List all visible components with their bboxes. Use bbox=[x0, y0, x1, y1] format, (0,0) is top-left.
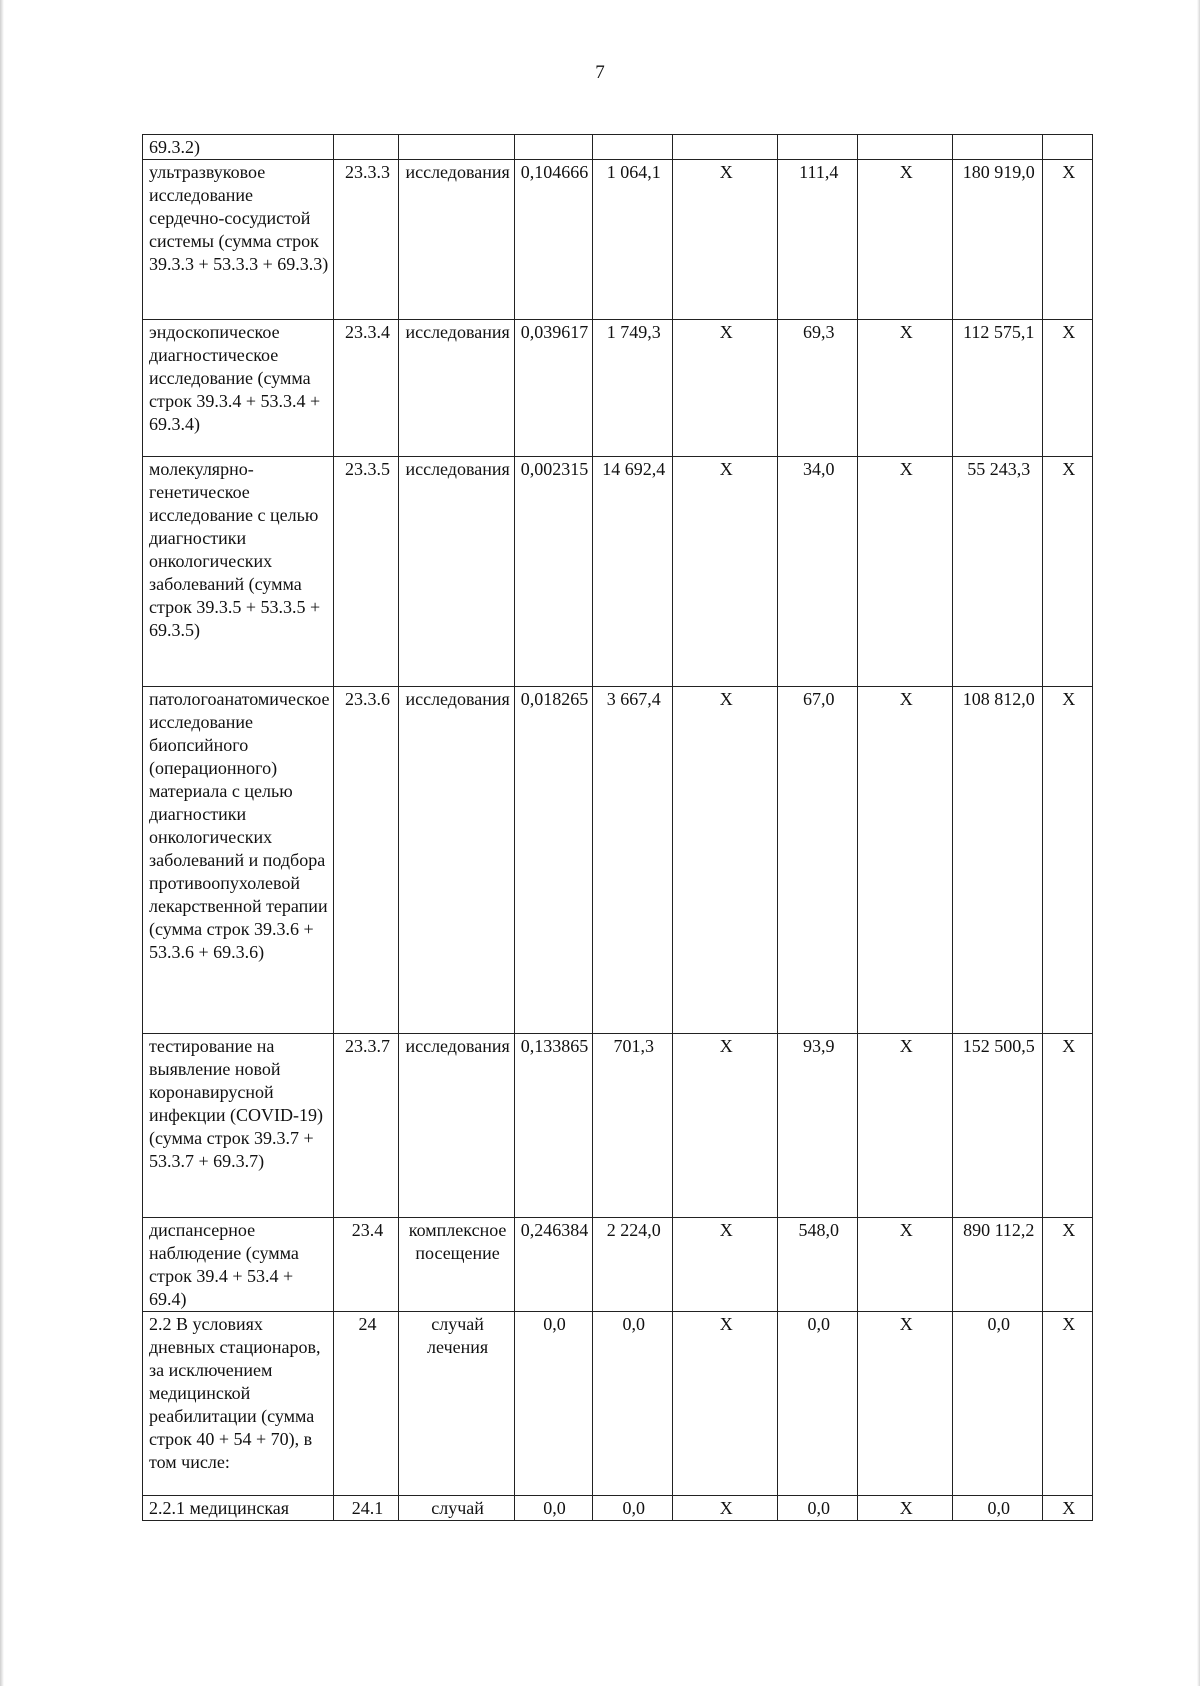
unit-of-measure: комплексное посещение bbox=[399, 1218, 514, 1312]
cost-value: 14 692,4 bbox=[593, 457, 673, 687]
norm-value: 0,039617 bbox=[514, 320, 593, 457]
norm-value bbox=[514, 135, 593, 160]
cross-cell: X bbox=[673, 457, 778, 687]
indicator-name: тестирование на выявление новой коронавирусной инфекции (COVID-19) (сумма строк 39.3.7 + 53.3.7 + 69.3.7) bbox=[143, 1034, 334, 1218]
cross-cell: X bbox=[858, 320, 953, 457]
total-value: 112 575,1 bbox=[953, 320, 1043, 457]
total-value: 0,0 bbox=[953, 1496, 1043, 1521]
per-capita-value: 548,0 bbox=[778, 1218, 858, 1312]
per-capita-value: 111,4 bbox=[778, 160, 858, 320]
cost-value: 1 749,3 bbox=[593, 320, 673, 457]
total-value bbox=[953, 135, 1043, 160]
cross-cell: X bbox=[673, 1034, 778, 1218]
cross-cell: X bbox=[673, 1218, 778, 1312]
unit-of-measure: случай bbox=[399, 1496, 514, 1521]
page-number: 7 bbox=[595, 62, 605, 83]
table-row bbox=[143, 320, 1093, 457]
norm-value: 0,104666 bbox=[514, 160, 593, 320]
per-capita-value: 0,0 bbox=[778, 1312, 858, 1496]
cross-cell: X bbox=[1043, 1312, 1093, 1496]
per-capita-value: 0,0 bbox=[778, 1496, 858, 1521]
table-row bbox=[143, 160, 1093, 320]
cross-cell bbox=[673, 135, 778, 160]
cross-cell: X bbox=[673, 687, 778, 1034]
cross-cell bbox=[858, 135, 953, 160]
row-code: 24 bbox=[334, 1312, 399, 1496]
unit-of-measure: случай лечения bbox=[399, 1312, 514, 1496]
indicator-name: ультразвуковое исследование сердечно-сосудистой системы (сумма строк 39.3.3 + 53.3.3 + 69.3.3) bbox=[143, 160, 334, 320]
cross-cell bbox=[1043, 135, 1093, 160]
cross-cell: X bbox=[1043, 1034, 1093, 1218]
per-capita-value: 67,0 bbox=[778, 687, 858, 1034]
cross-cell: X bbox=[1043, 1218, 1093, 1312]
row-code bbox=[334, 135, 399, 160]
norm-value: 0,246384 bbox=[514, 1218, 593, 1312]
unit-of-measure: исследования bbox=[399, 160, 514, 320]
cross-cell: X bbox=[858, 160, 953, 320]
cross-cell: X bbox=[673, 320, 778, 457]
indicator-name: молекулярно-генетическое исследование с целью диагностики онкологических заболеваний (сумма строк 39.3.5 + 53.3.5 + 69.3.5) bbox=[143, 457, 334, 687]
table-row bbox=[143, 1496, 1093, 1521]
scan-left-edge bbox=[0, 0, 4, 1686]
unit-of-measure: исследования bbox=[399, 457, 514, 687]
cost-value: 0,0 bbox=[593, 1312, 673, 1496]
cross-cell: X bbox=[1043, 160, 1093, 320]
table-row bbox=[143, 687, 1093, 1034]
cross-cell: X bbox=[858, 1496, 953, 1521]
cross-cell: X bbox=[1043, 320, 1093, 457]
row-code: 23.4 bbox=[334, 1218, 399, 1312]
row-code: 23.3.6 bbox=[334, 687, 399, 1034]
cross-cell: X bbox=[1043, 1496, 1093, 1521]
row-code: 23.3.3 bbox=[334, 160, 399, 320]
total-value: 108 812,0 bbox=[953, 687, 1043, 1034]
indicator-name: 2.2 В условиях дневных стационаров, за исключением медицинской реабилитации (сумма строк 40 + 54 + 70), в том числе: bbox=[143, 1312, 334, 1496]
unit-of-measure bbox=[399, 135, 514, 160]
unit-of-measure: исследования bbox=[399, 320, 514, 457]
row-code: 23.3.4 bbox=[334, 320, 399, 457]
row-code: 23.3.5 bbox=[334, 457, 399, 687]
table-row bbox=[143, 1218, 1093, 1312]
unit-of-measure: исследования bbox=[399, 687, 514, 1034]
indicator-name: диспансерное наблюдение (сумма строк 39.4 + 53.4 + 69.4) bbox=[143, 1218, 334, 1312]
row-code: 24.1 bbox=[334, 1496, 399, 1521]
cross-cell: X bbox=[858, 1218, 953, 1312]
indicator-name: патологоанатомическое исследование биопсийного (операционного) материала с целью диагностики онкологических заболеваний и подбора противоопухолевой лекарственной терапии (сумма строк 39.3.6 + 53.3.6 + 69.3.6) bbox=[143, 687, 334, 1034]
cost-value: 0,0 bbox=[593, 1496, 673, 1521]
cross-cell: X bbox=[858, 457, 953, 687]
norm-value: 0,0 bbox=[514, 1312, 593, 1496]
cross-cell: X bbox=[1043, 457, 1093, 687]
cost-value: 1 064,1 bbox=[593, 160, 673, 320]
norm-value: 0,018265 bbox=[514, 687, 593, 1034]
total-value: 890 112,2 bbox=[953, 1218, 1043, 1312]
unit-of-measure: исследования bbox=[399, 1034, 514, 1218]
cross-cell: X bbox=[858, 687, 953, 1034]
per-capita-value: 69,3 bbox=[778, 320, 858, 457]
statistics-table bbox=[142, 134, 1093, 1521]
per-capita-value: 93,9 bbox=[778, 1034, 858, 1218]
norm-value: 0,002315 bbox=[514, 457, 593, 687]
indicator-name: эндоскопическое диагностическое исследование (сумма строк 39.3.4 + 53.3.4 + 69.3.4) bbox=[143, 320, 334, 457]
indicator-name: 2.2.1 медицинская bbox=[143, 1496, 334, 1521]
table-row bbox=[143, 1312, 1093, 1496]
cost-value: 701,3 bbox=[593, 1034, 673, 1218]
table-row bbox=[143, 1034, 1093, 1218]
per-capita-value bbox=[778, 135, 858, 160]
indicator-name: 69.3.2) bbox=[143, 135, 334, 160]
cross-cell: X bbox=[673, 160, 778, 320]
cross-cell: X bbox=[673, 1496, 778, 1521]
cost-value bbox=[593, 135, 673, 160]
cross-cell: X bbox=[1043, 687, 1093, 1034]
table-row bbox=[143, 457, 1093, 687]
per-capita-value: 34,0 bbox=[778, 457, 858, 687]
table-row bbox=[143, 135, 1093, 160]
total-value: 180 919,0 bbox=[953, 160, 1043, 320]
cross-cell: X bbox=[858, 1312, 953, 1496]
total-value: 0,0 bbox=[953, 1312, 1043, 1496]
total-value: 152 500,5 bbox=[953, 1034, 1043, 1218]
cost-value: 2 224,0 bbox=[593, 1218, 673, 1312]
norm-value: 0,133865 bbox=[514, 1034, 593, 1218]
cross-cell: X bbox=[858, 1034, 953, 1218]
total-value: 55 243,3 bbox=[953, 457, 1043, 687]
cross-cell: X bbox=[673, 1312, 778, 1496]
norm-value: 0,0 bbox=[514, 1496, 593, 1521]
cost-value: 3 667,4 bbox=[593, 687, 673, 1034]
row-code: 23.3.7 bbox=[334, 1034, 399, 1218]
